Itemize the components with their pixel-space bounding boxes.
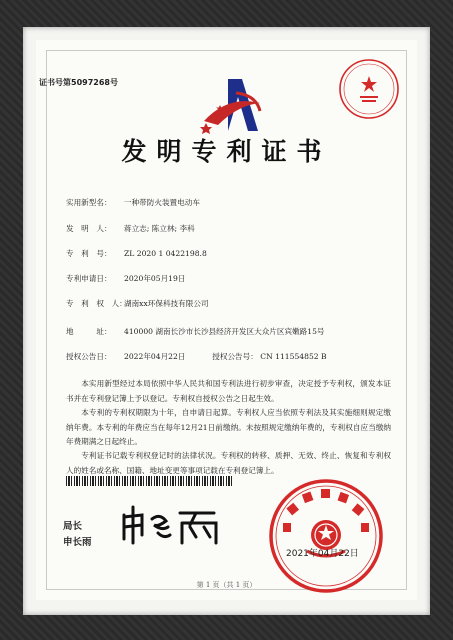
field-value: 410000 湖南长沙市长沙县经济开发区大众片区宾嫩路15号: [124, 327, 325, 336]
field-label: 专 利 权 人：: [66, 299, 127, 308]
field-address: [66, 326, 325, 337]
field-label: 专 利 号：: [66, 249, 112, 258]
field-utility-model-name: [66, 197, 200, 208]
seal-date: 2021年04月22日: [286, 549, 359, 559]
director-signature-icon: [118, 505, 228, 545]
field-patentee: [66, 298, 209, 309]
field-patent-number: [66, 248, 207, 259]
field-label: 授权公告日：: [66, 352, 112, 361]
field-grant-date: [66, 351, 327, 362]
field-inventors: [66, 223, 195, 234]
official-seal-icon: [267, 477, 385, 595]
patent-office-logo-icon: [198, 75, 270, 137]
verification-seal-icon: [338, 58, 400, 120]
director-name: 申长雨: [63, 537, 92, 548]
certificate-paper: [36, 40, 417, 600]
certificate-title: 发明专利证书: [121, 137, 332, 166]
field-application-date: [66, 273, 185, 284]
field-value: 2020年05月19日: [124, 274, 186, 283]
paragraph-legal-status: 专利证书记载专利权登记时的法律状况。专利权的转移、质押、无效、终止、恢复和专利权人的姓名或名称、国籍、地址变更等事项记载在专利登记簿上。: [66, 451, 391, 475]
page-footer: 第 1 页（共 1 页）: [196, 581, 257, 589]
field-label: 专利申请日：: [66, 274, 112, 283]
field-value: ZL 2020 1 0422198.8: [124, 249, 207, 258]
field-value: 湖南xx环保科技有限公司: [124, 299, 209, 308]
barcode: [66, 476, 234, 486]
field-label: 实用新型名：: [66, 198, 112, 207]
field-value: 2022年04月22日: [124, 352, 186, 361]
paragraph-grant: 本实用新型经过本局依照中华人民共和国专利法进行初步审查，决定授予专利权，颁发本证书并在专利登记簿上予以登记。专利权自授权公告之日起生效。: [66, 379, 391, 403]
field-label: 发 明 人：: [66, 224, 112, 233]
field-value: 一种带防火装置电动车: [124, 198, 200, 207]
field-label: 授权公告号：: [212, 352, 258, 361]
field-label: 地 址：: [66, 327, 112, 336]
certificate-number: 证书号第5097268号: [39, 78, 118, 87]
field-value: 蒋立志; 陈立林; 李科: [124, 224, 195, 233]
field-value: CN 111554852 B: [260, 352, 327, 361]
director-title: 局长: [63, 521, 83, 532]
paragraph-term: 本专利的专利权期限为十年，自申请日起算。专利权人应当依照专利法及其实施细则规定缴纳年费。本专利的年费应当在每年12月21日前缴纳。未按照规定缴纳年费的，专利权自应当缴纳年费期满之日起终止。: [66, 408, 391, 446]
